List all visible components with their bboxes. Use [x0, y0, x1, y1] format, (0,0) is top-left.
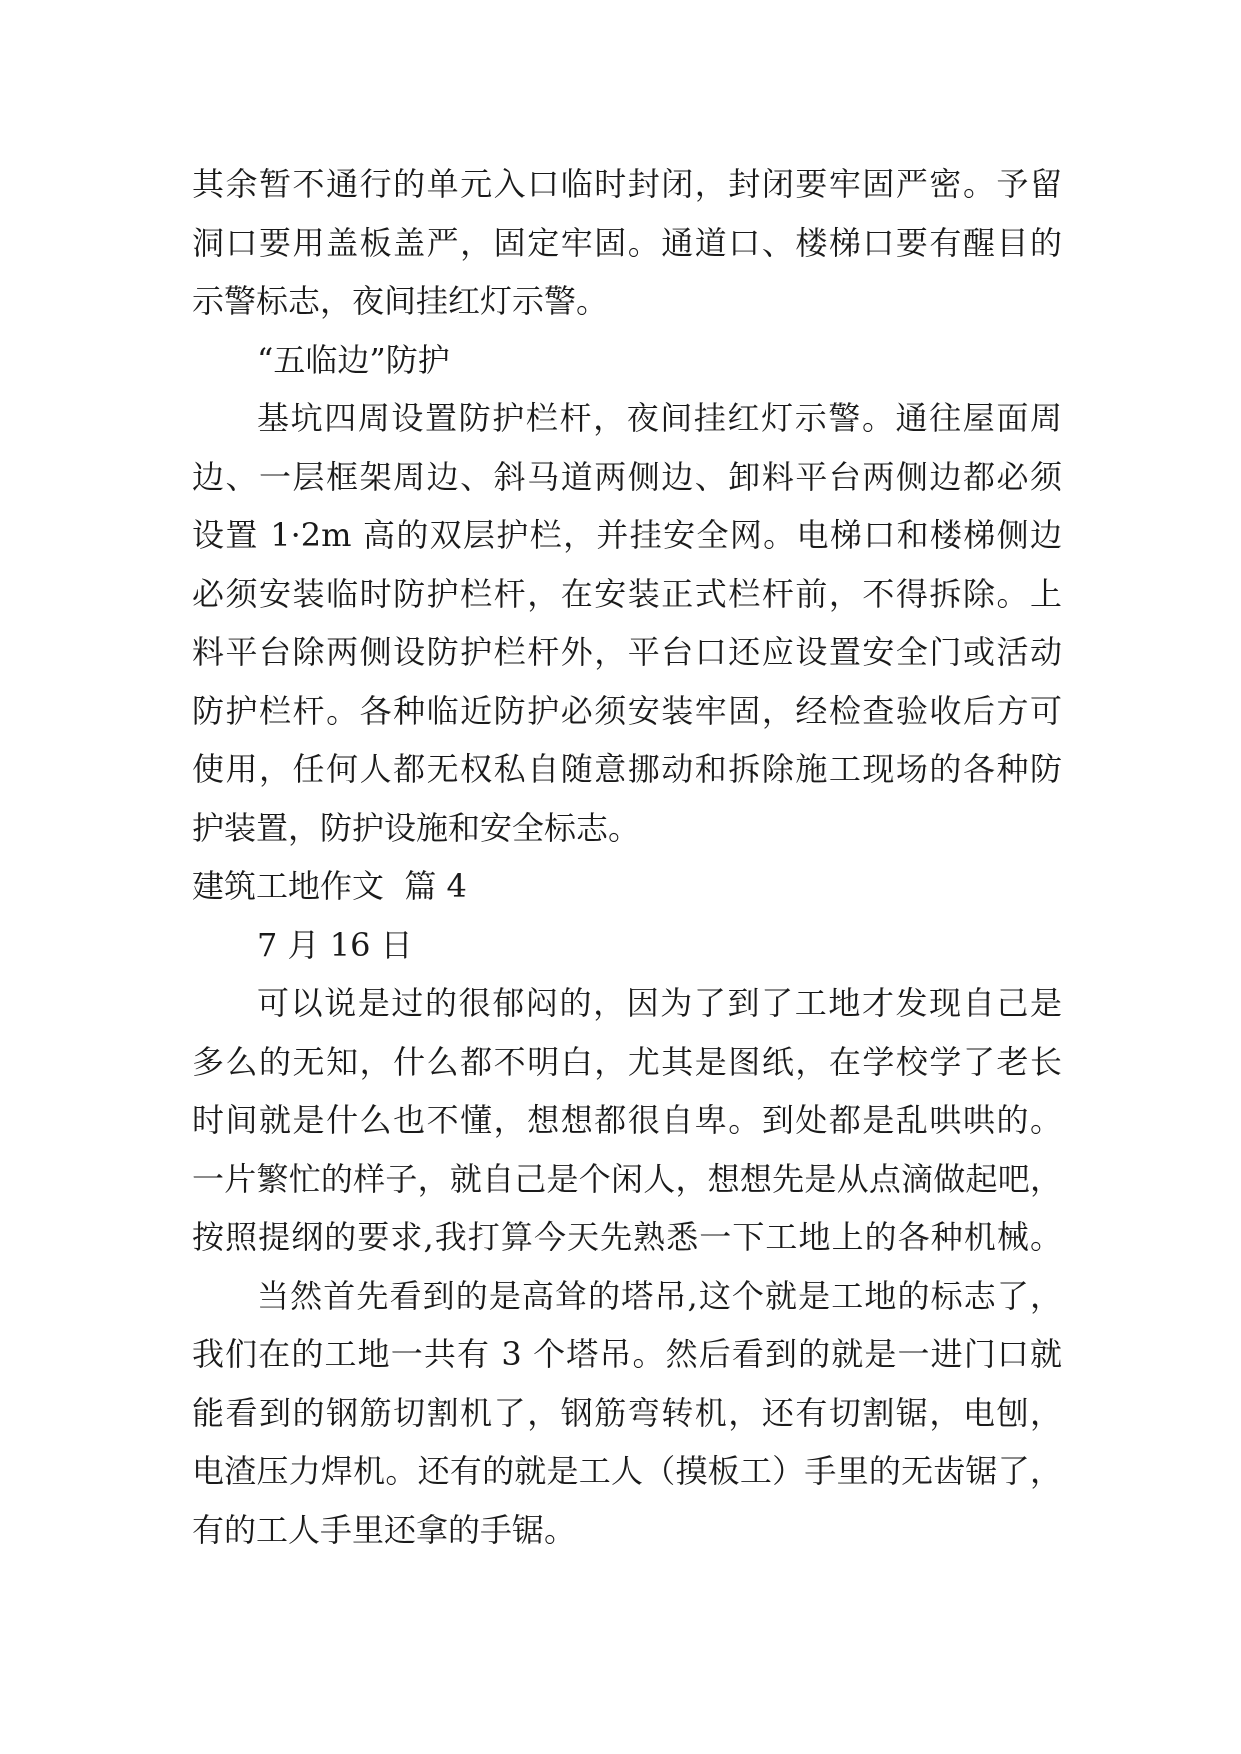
paragraph-line: 边、一层框架周边、斜马道两侧边、卸料平台两侧边都必须 [192, 457, 1062, 496]
paragraph-line: 护装置，防护设施和安全标志。 [192, 808, 641, 847]
paragraph-line: 设置 1·2m 高的双层护栏，并挂安全网。电梯口和楼梯侧边 [192, 516, 1062, 554]
paragraph-line: 使用，任何人都无权私自随意挪动和拆除施工现场的各种防 [192, 750, 1062, 788]
date-line: 7 月 16 日 [257, 925, 413, 964]
paragraph-line: 必须安装临时防护栏杆，在安装正式栏杆前，不得拆除。上 [192, 574, 1062, 613]
paragraph-line: 洞口要用盖板盖严，固定牢固。通道口、楼梯口要有醒目的 [192, 223, 1062, 262]
document-body [192, 155, 1062, 1559]
paragraph-line: 时间就是什么也不懂，想想都很自卑。到处都是乱哄哄的。 [192, 1101, 1062, 1139]
paragraph-line: 多么的无知，什么都不明白，尤其是图纸，在学校学了老长 [192, 1042, 1062, 1081]
paragraph-line: 我们在的工地一共有 3 个塔吊。然后看到的就是一进门口就 [192, 1335, 1062, 1373]
paragraph-line: 电渣压力焊机。还有的就是工人（摸板工）手里的无齿锯了， [192, 1452, 1062, 1490]
paragraph-line: 能看到的钢筋切割机了，钢筋弯转机，还有切割锯，电刨， [192, 1393, 1062, 1432]
paragraph-line: 基坑四周设置防护栏杆，夜间挂红灯示警。通往屋面周 [257, 399, 1062, 437]
paragraph-line: 其余暂不通行的单元入口临时封闭，封闭要牢固严密。予留 [192, 165, 1062, 203]
subheading: “五临边”防护 [257, 340, 450, 379]
paragraph-line: 料平台除两侧设防护栏杆外，平台口还应设置安全门或活动 [192, 633, 1062, 671]
paragraph-line: 一片繁忙的样子，就自己是个闲人，想想先是从点滴做起吧， [192, 1159, 1062, 1198]
paragraph-line: 防护栏杆。各种临近防护必须安装牢固，经检查验收后方可 [192, 691, 1062, 730]
paragraph-line: 可以说是过的很郁闷的，因为了到了工地才发现自己是 [257, 984, 1062, 1022]
paragraph-line: 按照提纲的要求,我打算今天先熟悉一下工地上的各种机械。 [192, 1218, 1062, 1256]
paragraph-line: 有的工人手里还拿的手锯。 [192, 1510, 577, 1549]
section-title: 建筑工地作文 篇 4 [192, 867, 467, 905]
paragraph-line: 示警标志，夜间挂红灯示警。 [192, 282, 609, 320]
paragraph-line: 当然首先看到的是高耸的塔吊,这个就是工地的标志了， [257, 1276, 1062, 1315]
